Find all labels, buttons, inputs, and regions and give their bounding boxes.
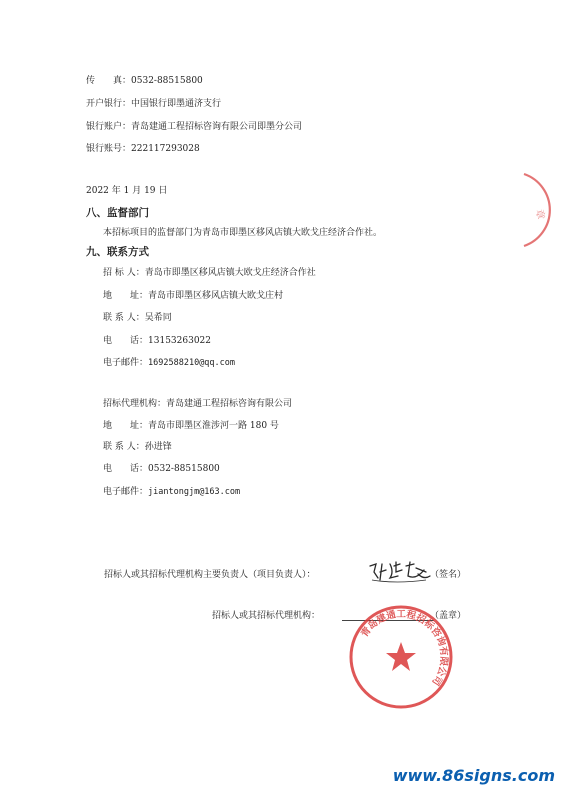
bank-label: 开户银行： [86,99,132,109]
agency-email-label: 电子邮件： [103,487,149,497]
section-8-heading: 八、监督部门 [86,207,149,219]
tenderer-name-line [103,267,316,279]
account-number-line [86,143,200,155]
agency-contact-line [103,441,172,453]
agency-address-value: 青岛市即墨区淮涉河一路 180 号 [148,421,279,431]
tenderer-email-line [103,357,235,369]
agency-phone-value: 0532-88515800 [148,464,220,474]
bank-value: 中国银行即墨通济支行 [131,99,222,109]
tenderer-phone-line [103,335,211,347]
agency-phone-line [103,463,220,475]
section-8-text: 本招标项目的监督部门为青岛市即墨区移风店镇大欧戈庄经济合作社。 [103,228,383,238]
document-date: 2022 年 1 月 19 日 [86,186,168,196]
tenderer-email-value: 1692588210@qq.com [148,358,236,368]
account-name-line [86,121,302,133]
agency-phone-label: 电 话： [103,464,149,474]
tenderer-address-label: 地 址： [103,291,149,301]
agency-contact-value: 孙进锋 [144,442,172,452]
tenderer-phone-label: 电 话： [103,336,149,346]
account-name-value: 青岛建通工程招标咨询有限公司即墨分公司 [131,122,303,132]
tenderer-address-value: 青岛市即墨区移风店镇大欧戈庄村 [148,291,284,301]
account-name-label: 银行账户： [86,122,132,132]
tenderer-address-line [103,290,283,302]
tenderer-phone-value: 13153263022 [148,336,212,346]
fax-line [86,75,203,87]
account-number-label: 银行账号： [86,144,132,154]
agency-address-label: 地 址： [103,421,149,431]
agency-seal-label: 招标人或其招标代理机构： [212,611,321,621]
fax-label: 传 真： [86,76,132,86]
site-watermark: www.86signs.com [392,766,555,785]
agency-name-line [103,398,292,410]
tenderer-name-label: 招 标 人： [103,268,145,278]
account-number-value: 222117293028 [131,144,200,154]
fax-value: 0532-88515800 [131,76,203,86]
agency-address-line [103,420,279,432]
svg-text:青岛建通工程招标咨询有限公司: 青岛建通工程招标咨询有限公司 [359,608,450,688]
tenderer-email-label: 电子邮件： [103,358,149,368]
official-seal [346,602,456,712]
tenderer-name-value: 青岛市即墨区移风店镇大欧戈庄经济合作社 [144,268,316,278]
agency-email-line [103,486,240,498]
responsible-person-line [104,569,316,581]
agency-name-label: 招标代理机构： [103,399,167,409]
tenderer-contact-value: 吴希同 [144,313,172,323]
sign-note: （签名） [430,570,467,580]
agency-name-value: 青岛建通工程招标咨询有限公司 [166,399,293,409]
tenderer-contact-line [103,312,172,324]
agency-contact-label: 联 系 人： [103,442,145,452]
handwritten-signature [366,558,436,584]
svg-text:章: 章 [533,208,546,221]
section-9-heading: 九、联系方式 [86,246,149,258]
agency-email-value: jiantongjm@163.com [148,487,241,497]
bank-line [86,98,221,110]
responsible-label-text: 招标人或其招标代理机构主要负责人（项目负责人）： [104,570,316,580]
tenderer-contact-label: 联 系 人： [103,313,145,323]
seal-note: （盖章） [430,611,467,621]
partial-seal-right-edge [510,170,567,250]
